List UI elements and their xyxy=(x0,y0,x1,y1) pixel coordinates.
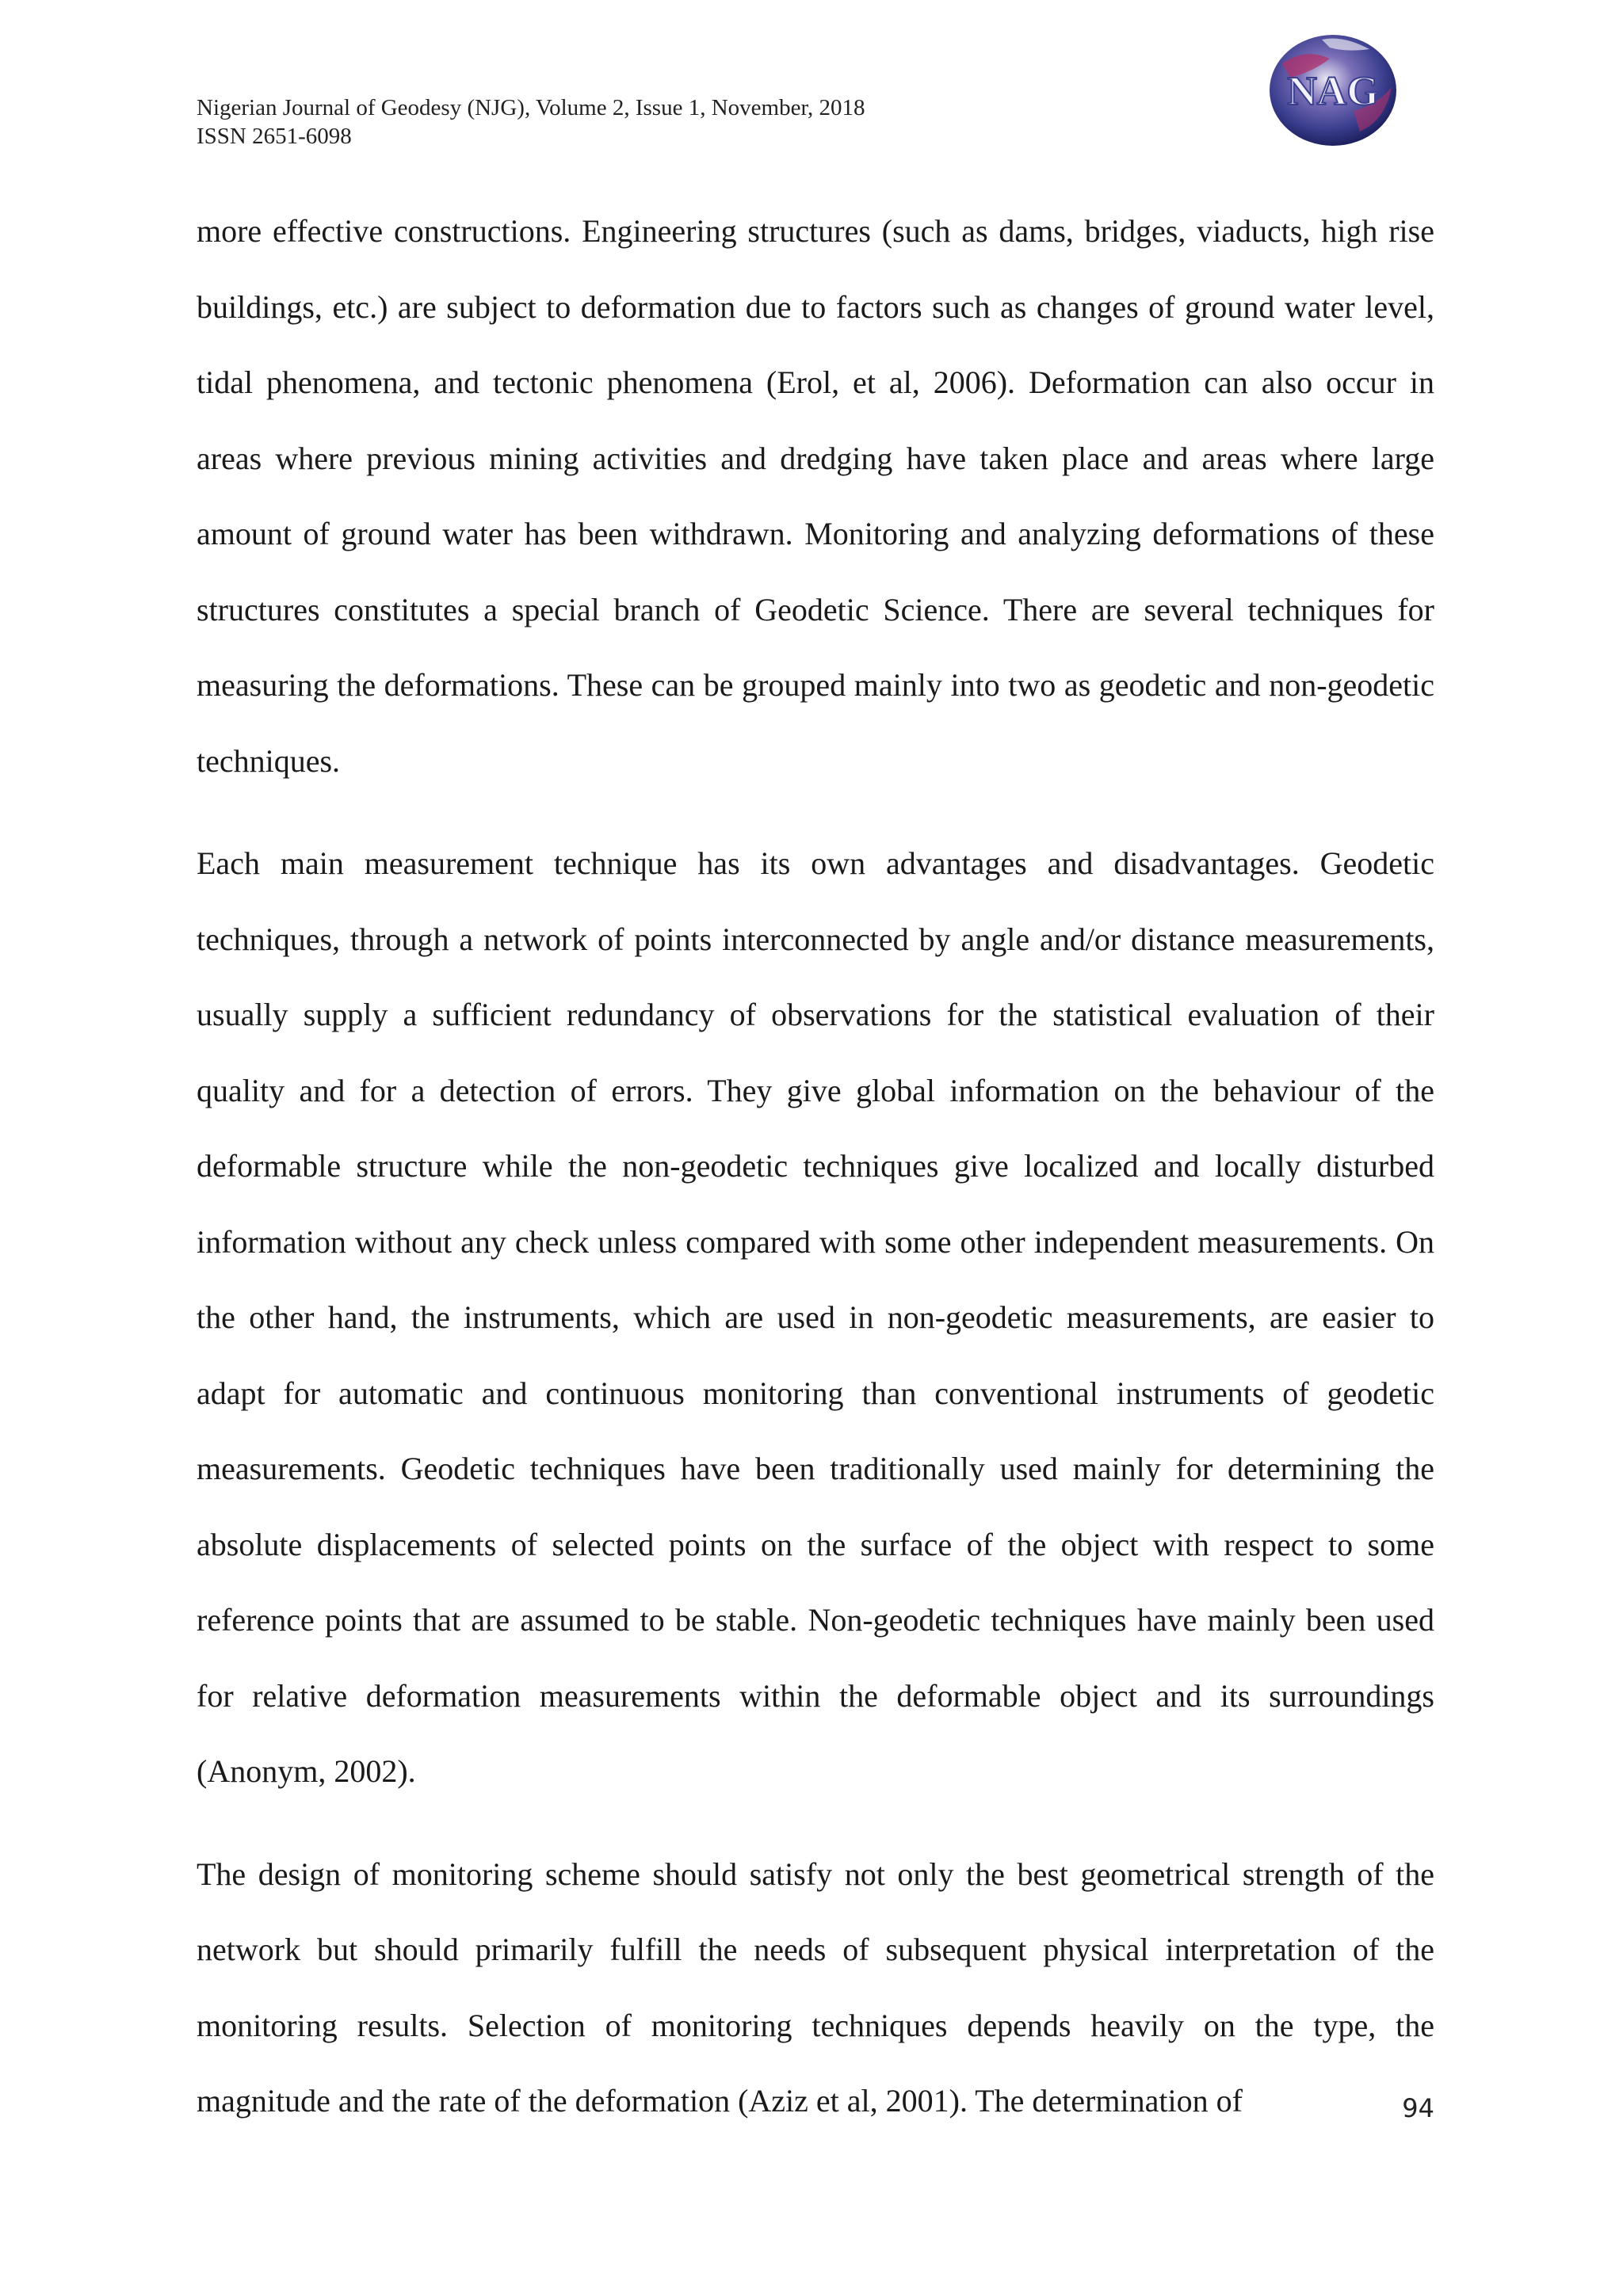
issn-number: ISSN 2651-6098 xyxy=(197,124,352,149)
journal-citation: Nigerian Journal of Geodesy (NJG), Volume 2, Issue 1, November, 2018 xyxy=(197,95,865,120)
journal-logo-icon xyxy=(1266,32,1400,149)
paragraph-2: Each main measurement technique has its own advantages and disadvantages. Geodetic techniques, through a network of points interconnected by angle and/or distance measurements, usually supply a sufficient redundancy of observations for the statistical evaluation of their quality and for a detection of errors. They give global information on the behaviour of the deformable structure while the non-geodetic techniques give localized and locally disturbed information without any check unless compared with some other independent measurements. On the other hand, the instruments, which are used in non-geodetic measurements, are easier to adapt for automatic and continuous monitoring than conventional instruments of geodetic measurements. Geodetic techniques have been traditionally used mainly for determining the absolute displacements of selected points on the surface of the object with respect to some reference points that are assumed to be stable. Non-geodetic techniques have mainly been used for relative deformation measurements within the deformable object and its surroundings (Anonym, 2002). xyxy=(197,845,1434,1789)
running-header xyxy=(197,93,1227,151)
page-number: 94 xyxy=(1402,2093,1434,2123)
paragraph-1: more effective constructions. Engineering structures (such as dams, bridges, viaducts, high rise buildings, etc.) are subject to deformation due to factors such as changes of ground water level, tidal phenomena, and tectonic phenomena (Erol, et al, 2006). Deformation can also occur in areas where previous mining activities and dredging have taken place and areas where large amount of ground water has been withdrawn. Monitoring and analyzing deformations of these structures constitutes a special branch of Geodetic Science. There are several techniques for measuring the deformations. These can be grouped mainly into two as geodetic and non-geodetic techniques. xyxy=(197,213,1434,779)
paragraph-3: The design of monitoring scheme should satisfy not only the best geometrical strength of the network but should primarily fulfill the needs of subsequent physical interpretation of the monitoring results. Selection of monitoring techniques depends heavily on the type, the magnitude and the rate of the deformation (Aziz et al, 2001). The determination of xyxy=(197,1855,1434,2119)
logo-text: NAG xyxy=(1287,69,1379,114)
article-body xyxy=(197,193,1434,2139)
